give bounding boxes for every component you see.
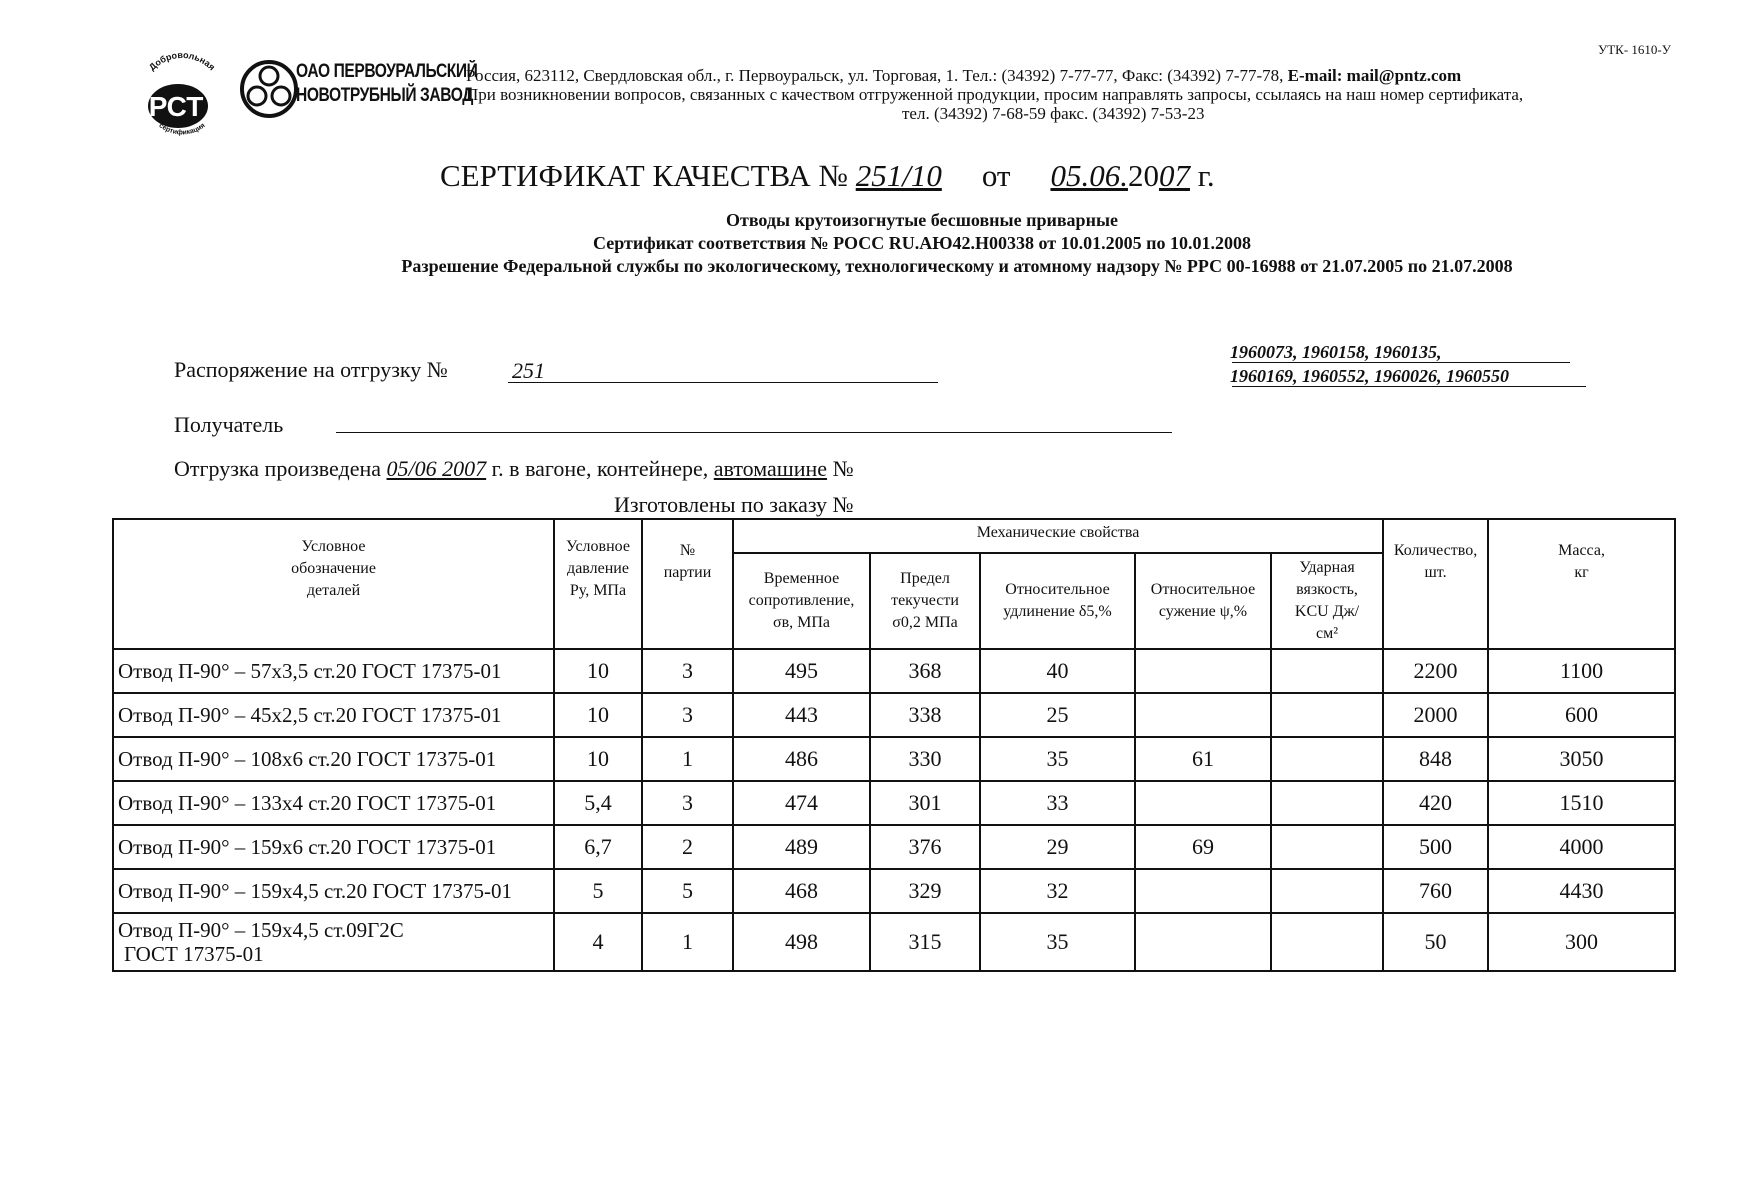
cell-yield: 315 <box>870 913 980 971</box>
certificate-number: 251/10 <box>855 158 942 193</box>
form-code: УТК- 1610-У <box>1598 42 1671 57</box>
order-value: 251 <box>512 358 545 383</box>
certificate-title <box>440 158 1215 194</box>
cell-tensile: 489 <box>733 825 870 869</box>
cell-designation: Отвод П-90° – 133х4 ст.20 ГОСТ 17375-01 <box>113 781 554 825</box>
cell-quantity: 2000 <box>1383 693 1488 737</box>
cell-quantity: 2200 <box>1383 649 1488 693</box>
header-impact: Ударная вязкость, KCU Дж/см² <box>1271 553 1383 649</box>
header-batch: № партии <box>642 519 733 649</box>
cert-numbers-underline-2 <box>1232 386 1586 387</box>
cell-quantity: 420 <box>1383 781 1488 825</box>
cell-designation: Отвод П-90° – 159х4,5 ст.20 ГОСТ 17375-01 <box>113 869 554 913</box>
cell-mass: 1510 <box>1488 781 1675 825</box>
address: Россия, 623112, Свердловская обл., г. Первоуральск, ул. Торговая, 1. Тел.: (34392) 7-77-77, Факс: (34392) 7-77-78, <box>466 66 1288 85</box>
certificate-year-b: 07 <box>1158 158 1190 193</box>
cell-tensile: 443 <box>733 693 870 737</box>
header-yield: Предел текучести σ0,2 МПа <box>870 553 980 649</box>
cell-reduction <box>1135 693 1271 737</box>
cell-mass: 300 <box>1488 913 1675 971</box>
cell-designation-line2: ГОСТ 17375-01 <box>124 942 264 966</box>
cell-impact <box>1271 869 1383 913</box>
shipment-prefix: Отгрузка произведена <box>174 456 387 481</box>
cell-batch: 1 <box>642 913 733 971</box>
cell-mass: 4000 <box>1488 825 1675 869</box>
conformity-line: Сертификат соответствия № РОСС RU.АЮ42.Н00338 от 10.01.2005 по 10.01.2008 <box>593 233 1251 253</box>
cell-tensile: 474 <box>733 781 870 825</box>
cell-elongation: 32 <box>980 869 1135 913</box>
table-row <box>113 649 1675 693</box>
table-row <box>113 737 1675 781</box>
cell-pressure: 10 <box>554 649 642 693</box>
cell-designation-line1: Отвод П-90° – 159х4,5 ст.09Г2С <box>118 918 404 942</box>
shipment-row <box>174 456 854 482</box>
plant-name-line2: НОВОТРУБНЫЙ ЗАВОД <box>296 85 473 106</box>
notice-line: При возникновении вопросов, связанных с качеством отгруженной продукции, просим направлять запросы, ссылаясь на наш номер сертификата, <box>466 85 1524 104</box>
specification-table <box>112 518 1676 972</box>
cert-numbers <box>1230 340 1509 388</box>
email: E-mail: mail@pntz.com <box>1287 66 1462 85</box>
cell-mass: 1100 <box>1488 649 1675 693</box>
rst-certification-logo <box>132 48 232 148</box>
title-prefix: СЕРТИФИКАТ КАЧЕСТВА № <box>440 158 856 193</box>
table-row <box>113 869 1675 913</box>
cell-designation: Отвод П-90° – 45х2,5 ст.20 ГОСТ 17375-01 <box>113 693 554 737</box>
cell-yield: 330 <box>870 737 980 781</box>
cell-elongation: 25 <box>980 693 1135 737</box>
table-row <box>113 825 1675 869</box>
address-line <box>466 66 1646 85</box>
cell-batch: 1 <box>642 737 733 781</box>
cell-designation: Отвод П-90° – 108х6 ст.20 ГОСТ 17375-01 <box>113 737 554 781</box>
cell-impact <box>1271 649 1383 693</box>
plant-contacts <box>466 66 1646 123</box>
certificate-year-a: 20 <box>1127 158 1159 193</box>
cell-pressure: 5 <box>554 869 642 913</box>
plant-name <box>296 60 477 108</box>
shipment-date: 05/06 <box>386 456 437 481</box>
cell-designation: Отвод П-90° – 57х3,5 ст.20 ГОСТ 17375-01 <box>113 649 554 693</box>
cell-pressure: 6,7 <box>554 825 642 869</box>
rst-letters: РСТ <box>148 91 204 122</box>
cell-designation <box>113 913 554 971</box>
header-designation: Условное обозначение деталей <box>113 519 554 649</box>
cell-batch: 3 <box>642 649 733 693</box>
plant-name-line1: ОАО ПЕРВОУРАЛЬСКИЙ <box>296 61 478 82</box>
cell-batch: 2 <box>642 825 733 869</box>
cert-numbers-line2: 1960169, 1960552, 1960026, 1960550 <box>1230 366 1509 386</box>
cell-tensile: 486 <box>733 737 870 781</box>
cell-reduction: 61 <box>1135 737 1271 781</box>
cell-elongation: 33 <box>980 781 1135 825</box>
table-row <box>113 781 1675 825</box>
order-label: Распоряжение на отгрузку № <box>174 357 448 382</box>
product-line: Отводы крутоизогнутые бесшовные приварные <box>725 210 1118 230</box>
cell-quantity: 500 <box>1383 825 1488 869</box>
cell-reduction <box>1135 869 1271 913</box>
cert-numbers-line1: 1960073, 1960158, 1960135, <box>1230 342 1442 362</box>
cell-batch: 3 <box>642 693 733 737</box>
cell-pressure: 10 <box>554 693 642 737</box>
header-mechanical-properties: Механические свойства <box>733 519 1383 553</box>
title-from: от <box>981 158 1011 193</box>
cell-reduction <box>1135 913 1271 971</box>
cell-elongation: 35 <box>980 913 1135 971</box>
cell-yield: 368 <box>870 649 980 693</box>
cell-mass: 3050 <box>1488 737 1675 781</box>
cell-yield: 301 <box>870 781 980 825</box>
cell-yield: 329 <box>870 869 980 913</box>
cell-tensile: 468 <box>733 869 870 913</box>
cell-yield: 376 <box>870 825 980 869</box>
cell-tensile: 498 <box>733 913 870 971</box>
recipient-label: Получатель <box>174 412 284 437</box>
cell-impact <box>1271 781 1383 825</box>
header-tensile: Временное сопротивление, σв, МПа <box>733 553 870 649</box>
order-underline <box>508 382 938 383</box>
cell-designation: Отвод П-90° – 159х6 ст.20 ГОСТ 17375-01 <box>113 825 554 869</box>
cell-reduction <box>1135 649 1271 693</box>
header-reduction: Относительное сужение ψ,% <box>1135 553 1271 649</box>
header-pressure: Условное давление Ру, МПа <box>554 519 642 649</box>
shipment-suffix: № <box>827 456 854 481</box>
cell-batch: 5 <box>642 869 733 913</box>
plant-emblem-icon <box>238 58 300 120</box>
cell-tensile: 495 <box>733 649 870 693</box>
shipment-mid: г. в вагоне, контейнере, <box>486 456 714 481</box>
cell-impact <box>1271 693 1383 737</box>
table-row <box>113 913 1675 971</box>
phones-line: тел. (34392) 7-68-59 факс. (34392) 7-53-23 <box>902 104 1205 123</box>
cell-quantity: 848 <box>1383 737 1488 781</box>
table-row <box>113 693 1675 737</box>
permit-line: Разрешение Федеральной службы по экологическому, технологическому и атомному надзору № РРС 00-16988 от 21.07.2005 по 21.07.2008 <box>401 256 1513 276</box>
cell-elongation: 35 <box>980 737 1135 781</box>
made-to-order-label: Изготовлены по заказу № <box>614 492 854 517</box>
cell-reduction <box>1135 781 1271 825</box>
cert-numbers-underline-1 <box>1232 362 1570 363</box>
cell-quantity: 50 <box>1383 913 1488 971</box>
cell-pressure: 5,4 <box>554 781 642 825</box>
cell-impact <box>1271 825 1383 869</box>
shipment-vehicle: автомашине <box>713 456 828 481</box>
cell-impact <box>1271 913 1383 971</box>
cell-elongation: 29 <box>980 825 1135 869</box>
cell-quantity: 760 <box>1383 869 1488 913</box>
svg-text:Добровольная <box>147 50 217 72</box>
certificate-date: 05.06. <box>1050 158 1128 193</box>
header-mass: Масса, кг <box>1488 519 1675 649</box>
title-suffix: г. <box>1189 158 1215 193</box>
cell-batch: 3 <box>642 781 733 825</box>
cell-mass: 600 <box>1488 693 1675 737</box>
cell-yield: 338 <box>870 693 980 737</box>
shipment-year: 2007 <box>436 456 487 481</box>
cell-pressure: 10 <box>554 737 642 781</box>
header-elongation: Относительное удлинение δ5,% <box>980 553 1135 649</box>
recipient-underline <box>336 432 1172 433</box>
cell-mass: 4430 <box>1488 869 1675 913</box>
header-quantity: Количество, шт. <box>1383 519 1488 649</box>
cell-impact <box>1271 737 1383 781</box>
cell-elongation: 40 <box>980 649 1135 693</box>
cell-pressure: 4 <box>554 913 642 971</box>
rst-arc-text: Добровольная <box>146 49 218 73</box>
rst-bottom-text: сертификация <box>157 122 207 137</box>
cell-reduction: 69 <box>1135 825 1271 869</box>
